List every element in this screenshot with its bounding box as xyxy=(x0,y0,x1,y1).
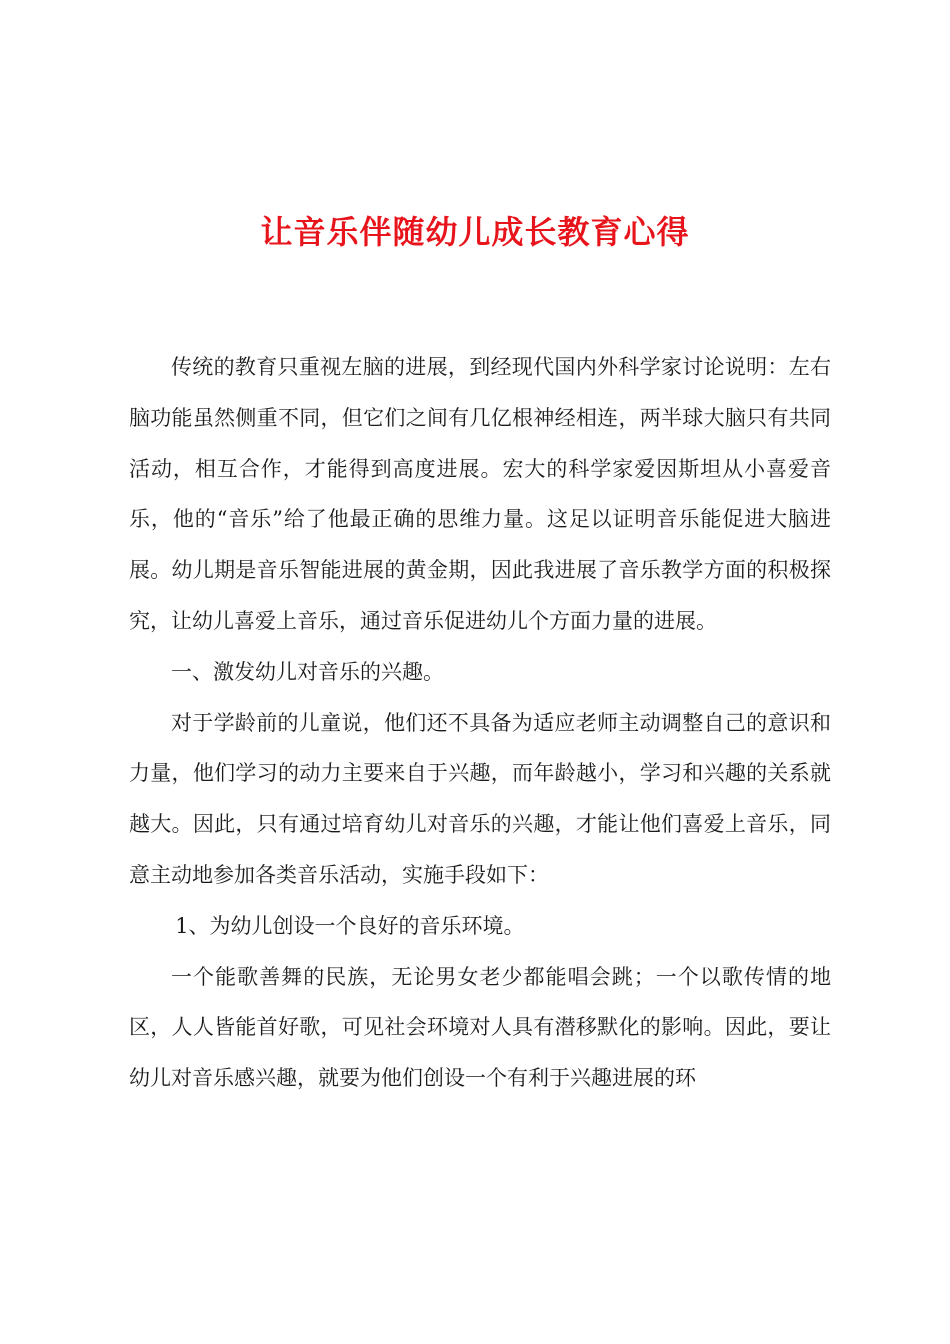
section-heading-1: 一、激发幼儿对音乐的兴趣。 xyxy=(171,659,444,684)
document-title: 让音乐伴随幼儿成长教育心得 xyxy=(260,213,690,251)
paragraph-interest: 对于学龄前的儿童说，他们还不具备为适应老师主动调整自己的意识和力量，他们学习的动力主要来自于兴趣，而年龄越小，学习和兴趣的关系就越大。因此，只有通过培育幼儿对音乐的兴趣，才能让他们喜爱上音乐，同意主动地参加各类音乐活动，实施手段如下： xyxy=(129,710,831,887)
paragraph-environment: 一个能歌善舞的民族，无论男女老少都能唱会跳；一个以歌传情的地区，人人皆能首好歌，可见社会环境对人具有潜移默化的影响。因此，要让幼儿对音乐感兴趣，就要为他们创设一个有利于兴趣进展的环 xyxy=(129,964,831,1091)
document-body xyxy=(129,342,831,1104)
paragraph-intro: 传统的教育只重视左脑的进展，到经现代国内外科学家讨论说明：左右脑功能虽然侧重不同，但它们之间有几亿根神经相连，两半球大脑只有共同活动，相互合作，才能得到高度进展。宏大的科学家爱因斯坦从小喜爱音乐，他的“音乐”给了他最正确的思维力量。这足以证明音乐能促进大脑进展。幼儿期是音乐智能进展的黄金期，因此我进展了音乐教学方面的积极探究，让幼儿喜爱上音乐，通过音乐促进幼儿个方面力量的进展。 xyxy=(129,355,831,633)
subheading-1: 1、为幼儿创设一个良好的音乐环境。 xyxy=(175,913,525,938)
